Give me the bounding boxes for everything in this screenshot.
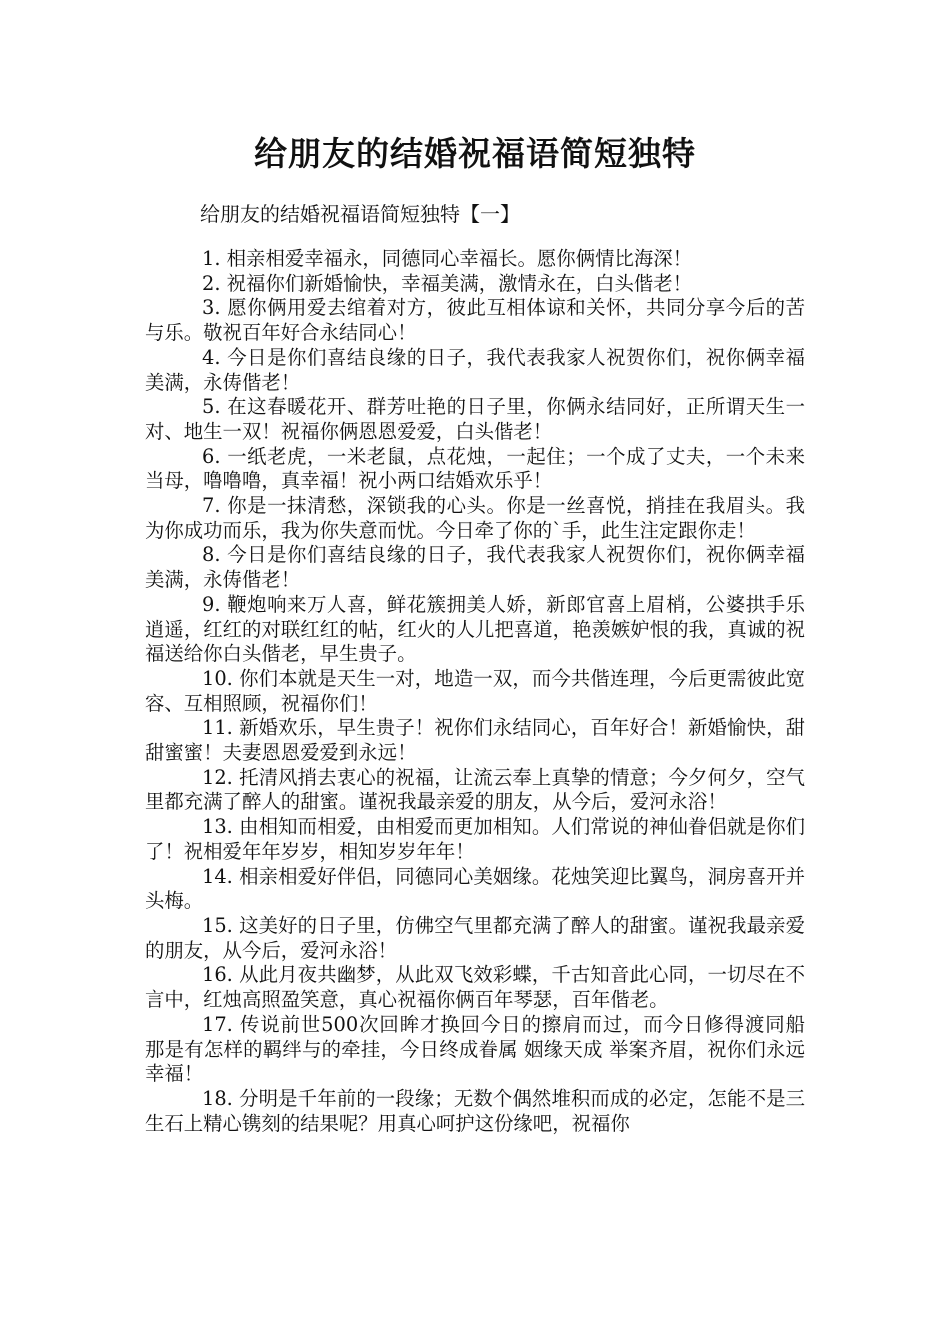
paragraph: 11. 新婚欢乐，早生贵子！祝你们永结同心，百年好合！新婚愉快，甜甜蜜蜜！夫妻恩恩爱爱到永远！ [145, 716, 805, 765]
paragraph: 18. 分明是千年前的一段缘；无数个偶然堆积而成的必定，怎能不是三生石上精心镌刻的结果呢？用真心呵护这份缘吧，祝福你 [145, 1086, 805, 1135]
document-body [145, 247, 805, 1136]
paragraph: 13. 由相知而相爱，由相爱而更加相知。人们常说的神仙眷侣就是你们了！祝相爱年年岁岁，相知岁岁年年！ [145, 815, 805, 863]
paragraph: 17. 传说前世500次回眸才换回今日的擦肩而过，而今日修得渡同船 那是有怎样的羁绊与的牵挂，今日终成眷属 姻缘天成 举案齐眉，祝你们永远幸福！ [145, 1012, 805, 1086]
paragraph: 8. 今日是你们喜结良缘的日子，我代表我家人祝贺你们，祝你俩幸福美满，永俦偕老！ [145, 543, 805, 592]
paragraph: 5. 在这春暖花开、群芳吐艳的日子里，你俩永结同好，正所谓天生一对、地生一双！祝福你俩恩恩爱爱，白头偕老！ [145, 395, 805, 443]
paragraph: 15. 这美好的日子里，仿佛空气里都充满了醉人的甜蜜。谨祝我最亲爱的朋友，从今后，爱河永浴！ [145, 913, 805, 962]
paragraph: 4. 今日是你们喜结良缘的日子，我代表我家人祝贺你们，祝你俩幸福美满，永俦偕老！ [145, 345, 805, 394]
paragraph: 14. 相亲相爱好伴侣，同德同心美姻缘。花烛笑迎比翼鸟，洞房喜开并头梅。 [145, 864, 805, 913]
paragraph: 3. 愿你俩用爱去绾着对方，彼此互相体谅和关怀，共同分享今后的苦与乐。敬祝百年好合永结同心！ [145, 296, 805, 345]
paragraph: 6. 一纸老虎，一米老鼠，点花烛，一起住；一个成了丈夫，一个未来当母，噜噜噜，真幸福！祝小两口结婚欢乐乎！ [145, 444, 805, 493]
paragraph: 12. 托清风捎去衷心的祝福，让流云奉上真挚的情意；今夕何夕，空气里都充满了醉人的甜蜜。谨祝我最亲爱的朋友，从今后，爱河永浴！ [145, 765, 805, 814]
paragraph: 16. 从此月夜共幽梦，从此双飞效彩蝶，千古知音此心同，一切尽在不言中，红烛高照盈笑意，真心祝福你俩百年琴瑟，百年偕老。 [145, 963, 805, 1012]
paragraph: 1. 相亲相爱幸福永，同德同心幸福长。愿你俩情比海深！ [202, 247, 693, 270]
paragraph: 7. 你是一抹清愁，深锁我的心头。你是一丝喜悦，捎挂在我眉头。我为你成功而乐，我为你失意而忧。今日牵了你的`手，此生注定跟你走！ [145, 494, 805, 542]
paragraph: 10. 你们本就是天生一对，地造一双，而今共偕连理，今后更需彼此宽容、互相照顾，祝福你们！ [145, 666, 805, 715]
paragraph: 9. 鞭炮响来万人喜，鲜花簇拥美人娇，新郎官喜上眉梢，公婆拱手乐逍遥，红红的对联红红的帖，红火的人儿把喜道，艳羡嫉妒恨的我，真诚的祝福送给你白头偕老，早生贵子。 [145, 592, 805, 666]
paragraph: 2. 祝福你们新婚愉快，幸福美满，激情永在，白头偕老！ [202, 271, 693, 295]
document-title: 给朋友的结婚祝福语简短独特 [254, 134, 696, 173]
section-heading: 给朋友的结婚祝福语简短独特【一】 [200, 202, 520, 226]
